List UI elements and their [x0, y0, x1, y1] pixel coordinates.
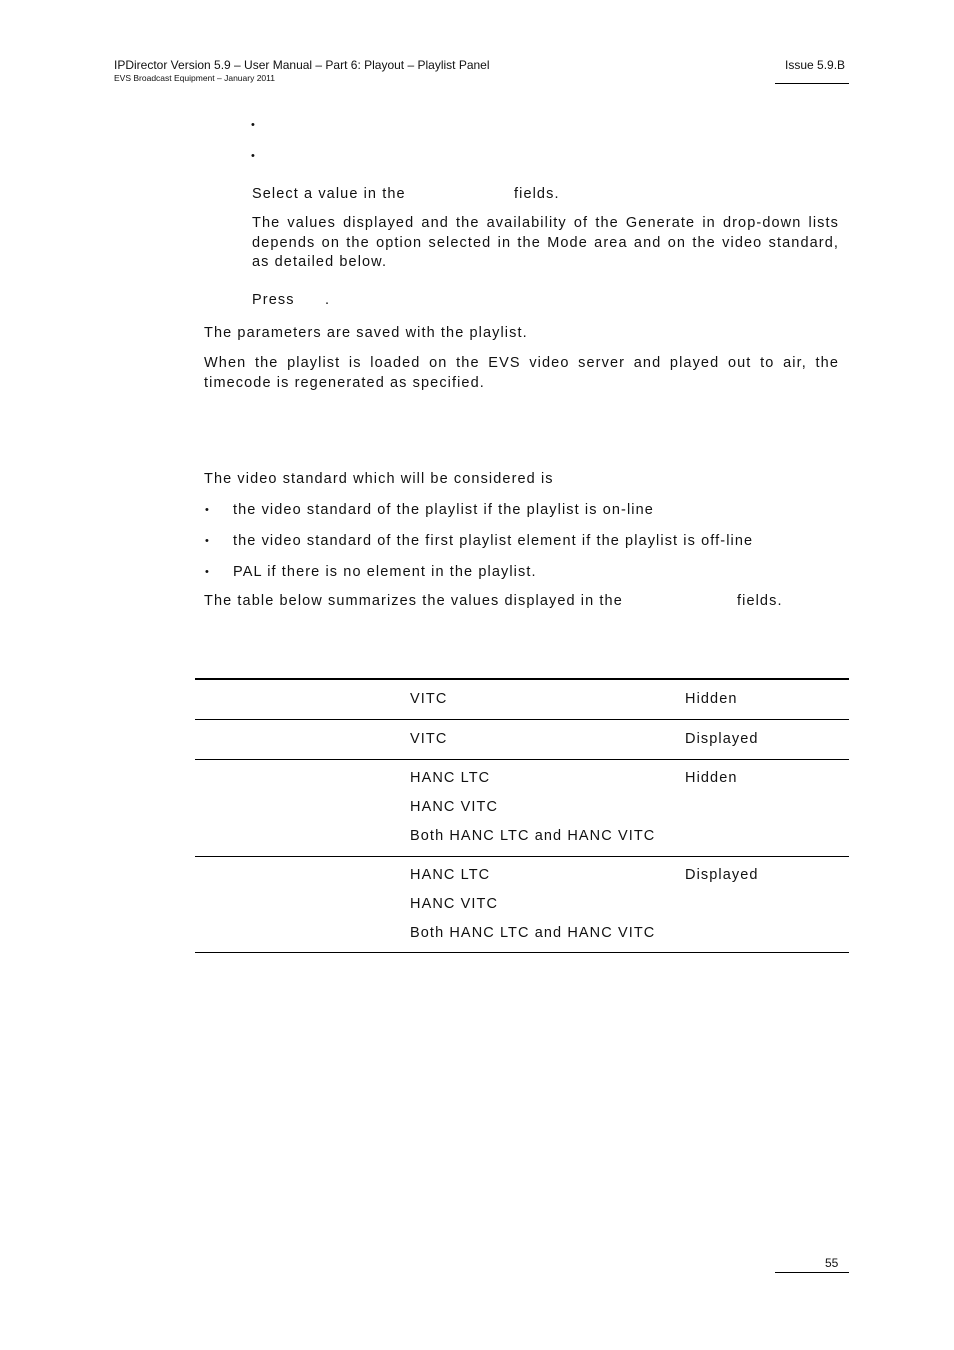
header-rule [775, 83, 849, 84]
table-cell-value: HANC LTC [410, 770, 491, 786]
bullet-marker: • [205, 504, 209, 516]
table-cell-value: Both HANC LTC and HANC VITC [410, 828, 656, 844]
standard-item: the video standard of the first playlist element if the playlist is off-line [233, 533, 754, 549]
bullet-marker: • [205, 535, 209, 547]
standard-intro: The video standard which will be considered is [204, 471, 554, 487]
values-paragraph: The values displayed and the availability of the Generate in drop-down lists depends on the option selected in the Mode area and on the video standard, as detailed below. [252, 215, 839, 270]
table-cell-status: Displayed [685, 731, 759, 747]
standard-item: PAL if there is no element in the playlist. [233, 564, 537, 580]
footer-rule [775, 1272, 849, 1273]
press-suffix: . [325, 292, 331, 308]
page-number: 55 [825, 1256, 839, 1270]
header-title: IPDirector Version 5.9 – User Manual – Part 6: Playout – Playlist Panel [114, 58, 490, 72]
header-subtitle: EVS Broadcast Equipment – January 2011 [114, 73, 275, 83]
table-cell-value: Both HANC LTC and HANC VITC [410, 925, 656, 941]
table-cell-value: HANC VITC [410, 896, 499, 912]
header-issue: Issue 5.9.B [785, 58, 846, 72]
table-intro-prefix: The table below summarizes the values displayed in the [204, 593, 623, 609]
table-top-rule [195, 678, 849, 680]
table-row-rule [195, 759, 849, 760]
table-row-rule [195, 856, 849, 857]
table-row-rule [195, 719, 849, 720]
select-suffix: fields. [514, 186, 560, 202]
table-cell-status: Displayed [685, 867, 759, 883]
loaded-paragraph: When the playlist is loaded on the EVS video server and played out to air, the timecode is regenerated as specified. [204, 355, 839, 391]
table-cell-value: VITC [410, 691, 448, 707]
table-cell-status: Hidden [685, 691, 738, 707]
select-prefix: Select a value in the [252, 186, 406, 202]
bullet-marker: • [251, 119, 255, 131]
press-prefix: Press [252, 292, 295, 308]
bullet-marker: • [205, 566, 209, 578]
bullet-marker: • [251, 150, 255, 162]
table-cell-status: Hidden [685, 770, 738, 786]
table-cell-value: HANC LTC [410, 867, 491, 883]
table-cell-value: VITC [410, 731, 448, 747]
standard-item: the video standard of the playlist if the playlist is on-line [233, 502, 654, 518]
table-bottom-rule [195, 952, 849, 953]
table-cell-value: HANC VITC [410, 799, 499, 815]
table-intro-suffix: fields. [737, 593, 783, 609]
saved-text: The parameters are saved with the playlist. [204, 325, 528, 341]
